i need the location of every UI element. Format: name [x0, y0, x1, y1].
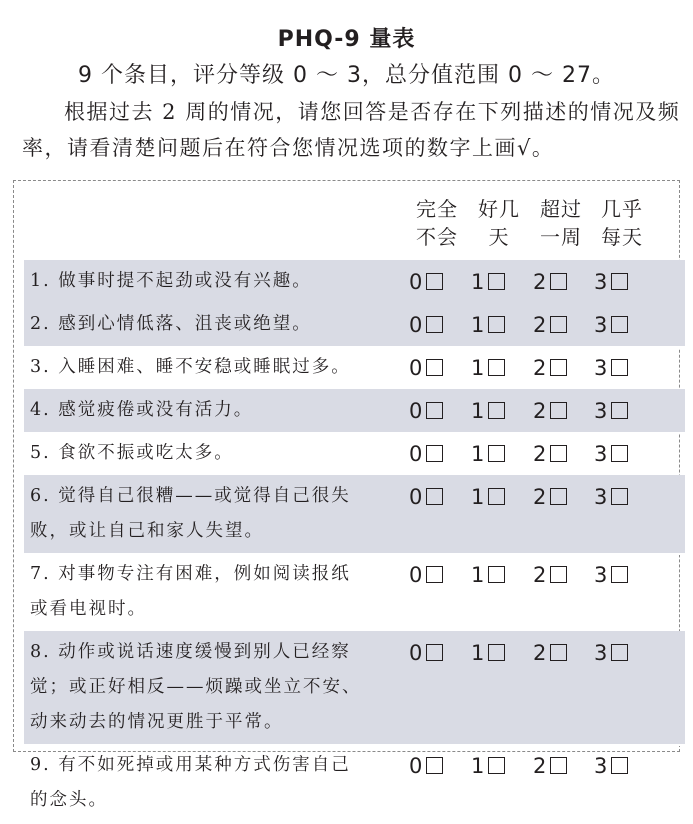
option-score: 3 — [594, 398, 608, 423]
question-text — [24, 631, 394, 744]
column-header-line1: 完全 — [416, 197, 458, 221]
option-score: 2 — [533, 562, 547, 587]
question-text-line: 的念头。 — [30, 790, 108, 810]
question-text-line: 或看电视时。 — [30, 599, 147, 619]
column-header-line2: 不会 — [416, 225, 458, 249]
question-row — [24, 631, 685, 744]
checkbox-icon[interactable] — [550, 273, 567, 290]
option-score: 1 — [471, 441, 485, 466]
option-score: 1 — [471, 753, 485, 778]
question-text — [24, 389, 394, 432]
checkbox-icon[interactable] — [488, 644, 505, 661]
option-score: 2 — [533, 355, 547, 380]
option-score: 0 — [409, 441, 423, 466]
checkbox-icon[interactable] — [550, 316, 567, 333]
option-score: 0 — [409, 484, 423, 509]
answer-option-3[interactable] — [594, 635, 628, 670]
checkbox-icon[interactable] — [426, 402, 443, 419]
option-score: 0 — [409, 562, 423, 587]
option-score: 2 — [533, 640, 547, 665]
checkbox-icon[interactable] — [488, 402, 505, 419]
answer-option-1[interactable] — [471, 350, 505, 385]
question-text-line: 败，或让自己和家人失望。 — [30, 521, 264, 541]
answer-option-1[interactable] — [471, 557, 505, 592]
option-score: 0 — [409, 398, 423, 423]
answer-option-0[interactable] — [409, 479, 443, 514]
question-text — [24, 432, 394, 475]
checkbox-icon[interactable] — [611, 316, 628, 333]
question-text-line: 1. 做事时提不起劲或没有兴趣。 — [30, 271, 312, 291]
question-text-line: 7. 对事物专注有困难，例如阅读报纸 — [30, 564, 351, 584]
column-header-line2: 一周 — [540, 225, 582, 249]
checkbox-icon[interactable] — [550, 445, 567, 462]
answer-option-0[interactable] — [409, 436, 443, 471]
question-text — [24, 744, 394, 822]
checkbox-icon[interactable] — [611, 402, 628, 419]
option-score: 2 — [533, 484, 547, 509]
answer-option-0[interactable] — [409, 557, 443, 592]
checkbox-icon[interactable] — [550, 402, 567, 419]
question-text-line: 6. 觉得自己很糟——或觉得自己很失 — [30, 486, 351, 506]
answer-option-2[interactable] — [533, 307, 567, 342]
option-score: 0 — [409, 753, 423, 778]
answer-option-2[interactable] — [533, 557, 567, 592]
option-score: 2 — [533, 753, 547, 778]
checkbox-icon[interactable] — [550, 488, 567, 505]
checkbox-icon[interactable] — [488, 757, 505, 774]
answer-option-1[interactable] — [471, 748, 505, 783]
question-text-line: 2. 感到心情低落、沮丧或绝望。 — [30, 314, 312, 334]
question-text-line: 5. 食欲不振或吃太多。 — [30, 443, 234, 463]
answer-option-3[interactable] — [594, 264, 628, 299]
checkbox-icon[interactable] — [488, 273, 505, 290]
column-header-row — [14, 195, 679, 255]
question-text-line: 9. 有不如死掉或用某种方式伤害自己 — [30, 755, 351, 775]
checkbox-icon[interactable] — [426, 757, 443, 774]
answer-option-3[interactable] — [594, 436, 628, 471]
checkbox-icon[interactable] — [550, 566, 567, 583]
checkbox-icon[interactable] — [488, 359, 505, 376]
answer-option-2[interactable] — [533, 479, 567, 514]
option-score: 2 — [533, 441, 547, 466]
option-score: 2 — [533, 269, 547, 294]
option-score: 1 — [471, 484, 485, 509]
checkbox-icon[interactable] — [426, 273, 443, 290]
option-score: 0 — [409, 355, 423, 380]
answer-option-3[interactable] — [594, 557, 628, 592]
question-row — [24, 553, 685, 631]
option-score: 0 — [409, 312, 423, 337]
checkbox-icon[interactable] — [426, 316, 443, 333]
question-row — [24, 389, 685, 432]
option-score: 1 — [471, 398, 485, 423]
checkbox-icon[interactable] — [611, 757, 628, 774]
checkbox-icon[interactable] — [488, 566, 505, 583]
column-header-line1: 超过 — [540, 197, 582, 221]
option-score: 2 — [533, 312, 547, 337]
question-text — [24, 553, 394, 631]
checkbox-icon[interactable] — [611, 273, 628, 290]
column-header-2 — [533, 195, 589, 251]
answer-option-1[interactable] — [471, 307, 505, 342]
option-score: 2 — [533, 398, 547, 423]
answer-option-0[interactable] — [409, 264, 443, 299]
answer-option-3[interactable] — [594, 350, 628, 385]
option-score: 3 — [594, 640, 608, 665]
option-score: 3 — [594, 441, 608, 466]
column-header-line2: 每天 — [601, 225, 643, 249]
question-text-line: 动来动去的情况更胜于平常。 — [30, 712, 284, 732]
question-text-line: 4. 感觉疲倦或没有活力。 — [30, 400, 254, 420]
option-score: 0 — [409, 269, 423, 294]
option-score: 3 — [594, 269, 608, 294]
checkbox-icon[interactable] — [488, 316, 505, 333]
question-text — [24, 346, 394, 389]
questionnaire-table — [13, 180, 680, 810]
answer-option-2[interactable] — [533, 264, 567, 299]
answer-option-0[interactable] — [409, 350, 443, 385]
answer-option-2[interactable] — [533, 748, 567, 783]
answer-option-1[interactable] — [471, 635, 505, 670]
checkbox-icon[interactable] — [611, 359, 628, 376]
option-score: 3 — [594, 562, 608, 587]
column-header-1 — [471, 195, 527, 251]
option-score: 3 — [594, 753, 608, 778]
checkbox-icon[interactable] — [611, 566, 628, 583]
option-score: 1 — [471, 562, 485, 587]
checkbox-icon[interactable] — [426, 359, 443, 376]
option-score: 1 — [471, 312, 485, 337]
checkbox-icon[interactable] — [488, 445, 505, 462]
question-text — [24, 475, 394, 553]
column-header-line1: 几乎 — [601, 197, 643, 221]
answer-option-3[interactable] — [594, 393, 628, 428]
question-text-line: 3. 入睡困难、睡不安稳或睡眠过多。 — [30, 357, 351, 377]
question-row — [24, 303, 685, 346]
answer-option-1[interactable] — [471, 436, 505, 471]
column-header-3 — [594, 195, 650, 251]
checkbox-icon[interactable] — [550, 644, 567, 661]
answer-option-3[interactable] — [594, 748, 628, 783]
checkbox-icon[interactable] — [611, 644, 628, 661]
answer-option-0[interactable] — [409, 307, 443, 342]
checkbox-icon[interactable] — [426, 566, 443, 583]
page-title: PHQ-9 量表 — [277, 27, 416, 52]
answer-option-0[interactable] — [409, 393, 443, 428]
question-row — [24, 475, 685, 553]
question-row — [24, 346, 685, 389]
option-score: 3 — [594, 484, 608, 509]
option-score: 1 — [471, 269, 485, 294]
answer-option-2[interactable] — [533, 350, 567, 385]
answer-option-2[interactable] — [533, 635, 567, 670]
checkbox-icon[interactable] — [426, 488, 443, 505]
checkbox-icon[interactable] — [426, 445, 443, 462]
question-text-line: 觉；或正好相反——烦躁或坐立不安、 — [30, 677, 362, 697]
question-row — [24, 260, 685, 303]
column-header-line1: 好几 — [478, 197, 520, 221]
instructions-text: 根据过去 2 周的情况，请您回答是否存在下列描述的情况及频率，请看清楚问题后在符合您情况选项的数字上画√。 — [22, 100, 681, 160]
column-header-0 — [409, 195, 465, 251]
question-text-line: 8. 动作或说话速度缓慢到别人已经察 — [30, 642, 351, 662]
question-text — [24, 303, 394, 346]
checkbox-icon[interactable] — [611, 445, 628, 462]
checkbox-icon[interactable] — [550, 757, 567, 774]
answer-option-1[interactable] — [471, 264, 505, 299]
checkbox-icon[interactable] — [611, 488, 628, 505]
column-header-line2: 天 — [488, 225, 510, 249]
answer-option-1[interactable] — [471, 479, 505, 514]
question-row — [24, 744, 685, 822]
answer-option-3[interactable] — [594, 479, 628, 514]
answer-option-2[interactable] — [533, 393, 567, 428]
option-score: 3 — [594, 355, 608, 380]
answer-option-3[interactable] — [594, 307, 628, 342]
option-score: 1 — [471, 640, 485, 665]
checkbox-icon[interactable] — [550, 359, 567, 376]
checkbox-icon[interactable] — [488, 488, 505, 505]
question-text — [24, 260, 394, 303]
answer-option-1[interactable] — [471, 393, 505, 428]
option-score: 1 — [471, 355, 485, 380]
answer-option-0[interactable] — [409, 635, 443, 670]
answer-option-0[interactable] — [409, 748, 443, 783]
scale-summary: 9 个条目，评分等级 0 ～ 3，总分值范围 0 ～ 27。 — [78, 63, 615, 88]
question-row — [24, 432, 685, 475]
option-score: 0 — [409, 640, 423, 665]
checkbox-icon[interactable] — [426, 644, 443, 661]
answer-option-2[interactable] — [533, 436, 567, 471]
question-rows — [24, 260, 685, 822]
option-score: 3 — [594, 312, 608, 337]
